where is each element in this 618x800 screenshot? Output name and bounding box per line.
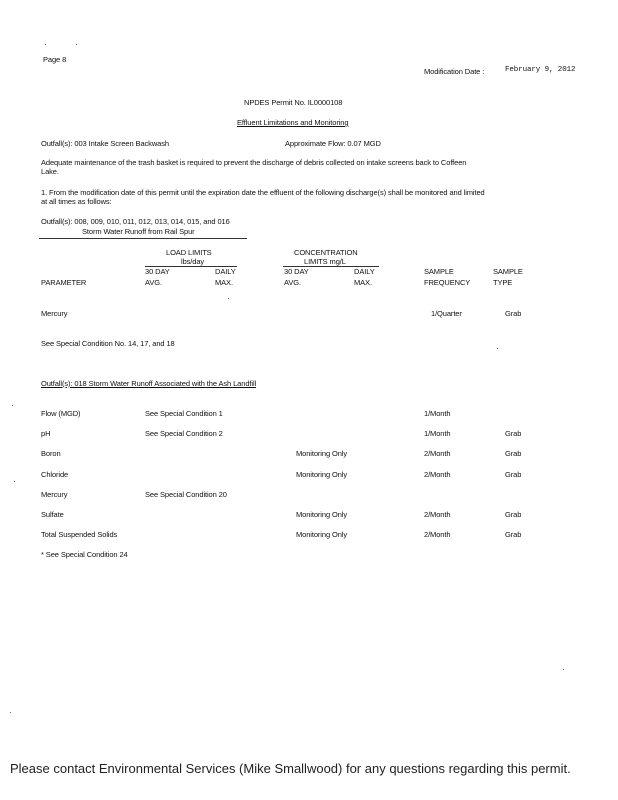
conc-avg-label: AVG. <box>284 278 301 287</box>
row-conc: Monitoring Only <box>296 449 348 458</box>
scan-speck <box>45 44 46 45</box>
row-freq: 2/Month <box>424 530 451 539</box>
outfall-008-label: Outfall(s): 008, 009, 010, 011, 012, 013, 014, 015, and 016 <box>41 217 230 226</box>
load-30day-label: 30 DAY <box>145 267 170 276</box>
monitoring-paragraph-cont: at all times as follows: <box>41 197 112 206</box>
load-daily-label: DAILY <box>215 267 236 276</box>
row-param: Chloride <box>41 470 69 479</box>
row-type: Grab <box>505 429 522 438</box>
row-param: Total Suspended Solids <box>41 530 118 539</box>
row-freq: 1/Month <box>424 409 451 418</box>
row-load: See Special Condition 20 <box>145 490 227 499</box>
approximate-flow: Approximate Flow: 0.07 MGD <box>285 139 381 148</box>
outfall-003-label: Outfall(s): 003 Intake Screen Backwash <box>41 139 169 148</box>
scan-speck <box>563 669 564 670</box>
row-param: Mercury <box>41 490 68 499</box>
parameter-heading: PARAMETER <box>41 278 87 287</box>
mercury-parameter: Mercury <box>41 309 68 318</box>
row-load: See Special Condition 2 <box>145 429 223 438</box>
row-freq: 2/Month <box>424 470 451 479</box>
special-condition-note: See Special Condition No. 14, 17, and 18 <box>41 339 175 348</box>
scan-speck <box>12 405 13 406</box>
permit-number: NPDES Permit No. IL0000108 <box>244 98 343 107</box>
row-type: Grab <box>505 470 522 479</box>
modification-date-label: Modification Date : <box>424 67 485 76</box>
row-type: Grab <box>505 449 522 458</box>
maintenance-paragraph-cont: Lake. <box>41 167 59 176</box>
conc-max-label: MAX. <box>354 278 372 287</box>
document-title: Effluent Limitations and Monitoring <box>237 118 349 127</box>
sample-type-heading: SAMPLE <box>493 267 523 276</box>
load-units: lbs/day <box>181 257 205 266</box>
concentration-units: LIMITS mg/L <box>304 257 346 266</box>
footnote: * See Special Condition 24 <box>41 550 128 559</box>
row-freq: 2/Month <box>424 449 451 458</box>
frequency-heading: FREQUENCY <box>424 278 471 287</box>
row-param: Flow (MGD) <box>41 409 81 418</box>
mercury-type: Grab <box>505 309 522 318</box>
conc-daily-label: DAILY <box>354 267 375 276</box>
row-type: Grab <box>505 530 522 539</box>
conc-30day-label: 30 DAY <box>284 267 309 276</box>
contact-footer: Please contact Environmental Services (Mike Smallwood) for any questions regarding this permit. <box>10 761 571 776</box>
outfall-018-label: Outfall(s): 018 Storm Water Runoff Associated with the Ash Landfill <box>41 379 257 388</box>
load-avg-label: AVG. <box>145 278 162 287</box>
scan-speck <box>14 481 15 482</box>
concentration-heading: CONCENTRATION <box>294 248 358 257</box>
load-limits-heading: LOAD LIMITS <box>166 248 212 257</box>
row-conc: Monitoring Only <box>296 530 348 539</box>
scan-speck <box>497 348 498 349</box>
row-conc: Monitoring Only <box>296 470 348 479</box>
outfall-008-subtitle: Storm Water Runoff from Rail Spur <box>82 227 195 236</box>
row-param: pH <box>41 429 51 438</box>
scan-speck <box>228 298 229 299</box>
scan-speck <box>76 44 77 45</box>
scan-speck <box>10 712 11 713</box>
maintenance-paragraph: Adequate maintenance of the trash basket is required to prevent the discharge of debris collected on intake screens back to Coffeen <box>41 158 467 167</box>
row-param: Boron <box>41 449 61 458</box>
row-freq: 1/Month <box>424 429 451 438</box>
section-rule <box>39 238 247 239</box>
row-load: See Special Condition 1 <box>145 409 223 418</box>
monitoring-paragraph: 1. From the modification date of this permit until the expiration date the effluent of the following discharge(s) shall be monitored and limited <box>41 188 485 197</box>
row-conc: Monitoring Only <box>296 510 348 519</box>
row-freq: 2/Month <box>424 510 451 519</box>
modification-date: February 9, 2012 <box>505 66 576 74</box>
mercury-frequency: 1/Quarter <box>431 309 462 318</box>
sample-frequency-heading: SAMPLE <box>424 267 454 276</box>
row-type: Grab <box>505 510 522 519</box>
type-heading: TYPE <box>493 278 513 287</box>
load-max-label: MAX. <box>215 278 233 287</box>
row-param: Sulfate <box>41 510 64 519</box>
page-number: Page 8 <box>43 55 67 64</box>
